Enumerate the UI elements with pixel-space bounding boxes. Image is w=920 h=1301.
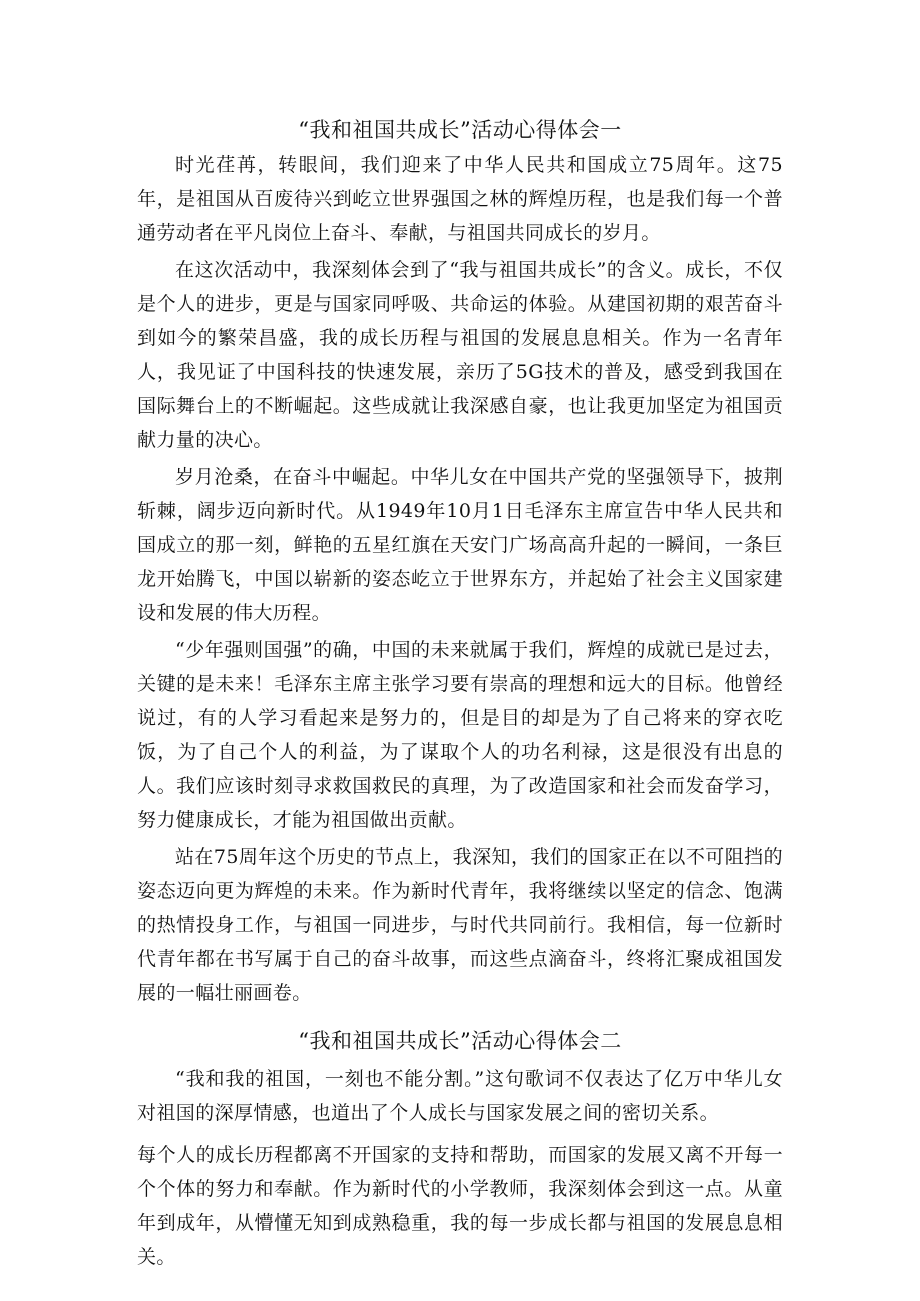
section1-paragraph-5: 站在75周年这个历史的节点上，我深知，我们的国家正在以不可阻挡的姿态迈向更为辉煌的未来。作为新时代青年，我将继续以坚定的信念、饱满的热情投身工作，与祖国一同进步，与时代共同前行。我相信，每一位新时代青年都在书写属于自己的奋斗故事，而这些点滴奋斗，终将汇聚成祖国发展的一幅壮丽画卷。 [137,846,783,1004]
section1-title: “我和祖国共成长”活动心得体会一 [298,118,622,142]
section1-paragraph-1: 时光荏苒，转眼间，我们迎来了中华人民共和国成立75周年。这75年，是祖国从百废待兴到屹立世界强国之林的辉煌历程，也是我们每一个普通劳动者在平凡岗位上奋斗、奉献，与祖国共同成长的岁月。 [137,154,783,244]
section2-title: “我和祖国共成长”活动心得体会二 [298,1029,622,1053]
section1-paragraph-2: 在这次活动中，我深刻体会到了“我与祖国共成长”的含义。成长，不仅是个人的进步，更是与国家同呼吸、共命运的体验。从建国初期的艰苦奋斗到如今的繁荣昌盛，我的成长历程与祖国的发展息息相关。作为一名青年人，我见证了中国科技的快速发展，亲历了5G技术的普及，感受到我国在国际舞台上的不断崛起。这些成就让我深感自豪，也让我更加坚定为祖国贡献力量的决心。 [137,259,783,451]
section2-paragraph-2: 每个人的成长历程都离不开国家的支持和帮助，而国家的发展又离不开每一个个体的努力和奉献。作为新时代的小学教师，我深刻体会到这一点。从童年到成年，从懵懂无知到成熟稳重，我的每一步成长都与祖国的发展息息相关。 [137,1144,783,1268]
section1-paragraph-4: “少年强则国强”的确，中国的未来就属于我们，辉煌的成就已是过去，关键的是未来！毛泽东主席主张学习要有崇高的理想和远大的目标。他曾经说过，有的人学习看起来是努力的，但是目的却是为了自己将来的穿衣吃饭，为了自己个人的利益，为了谋取个人的功名利禄，这是很没有出息的人。我们应该时刻寻求救国救民的真理，为了改造国家和社会而发奋学习，努力健康成长，才能为祖国做出贡献。 [137,639,783,831]
section1-paragraph-3: 岁月沧桑，在奋斗中崛起。中华儿女在中国共产党的坚强领导下，披荆斩棘，阔步迈向新时代。从1949年10月1日毛泽东主席宣告中华人民共和国成立的那一刻，鲜艳的五星红旗在天安门广场高高升起的一瞬间，一条巨龙开始腾飞，中国以崭新的姿态屹立于世界东方，并起始了社会主义国家建设和发展的伟大历程。 [137,466,783,624]
section2-paragraph-1: “我和我的祖国，一刻也不能分割。”这句歌词不仅表达了亿万中华儿女对祖国的深厚情感，也道出了个人成长与国家发展之间的密切关系。 [137,1068,783,1124]
